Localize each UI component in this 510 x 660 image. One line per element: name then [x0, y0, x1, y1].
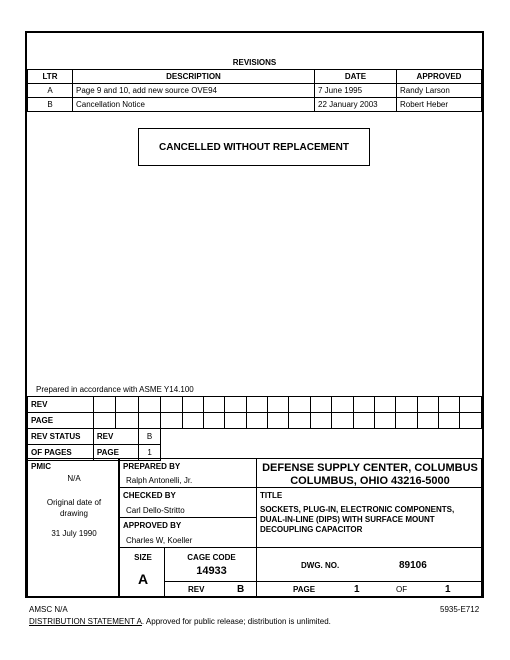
page-value: 1	[354, 584, 360, 595]
checked-by-value: Carl Dello-Stritto	[126, 506, 185, 515]
dwg-no-label: DWG. NO.	[301, 561, 340, 570]
distribution-label: DISTRIBUTION STATEMENT A	[29, 617, 142, 626]
prepared-by-label: PREPARED BY	[123, 462, 181, 471]
form-number: 5935-E712	[440, 605, 480, 614]
distribution-statement	[29, 617, 331, 626]
ltr-cell: B	[28, 98, 73, 112]
approved-header: APPROVED	[397, 70, 482, 84]
title-block	[27, 458, 482, 598]
original-date-label: Original date of drawing	[46, 498, 102, 518]
revisions-title: REVISIONS	[232, 58, 277, 67]
ltr-header: LTR	[28, 70, 73, 84]
dwg-no-cell	[256, 547, 482, 582]
original-date-value: 31 July 1990	[51, 529, 97, 538]
table-row	[28, 98, 482, 112]
ltr-cell: A	[28, 84, 73, 98]
rev-value: B	[237, 584, 245, 595]
of-value: 1	[445, 584, 451, 595]
rev-cell	[164, 581, 257, 598]
approved-cell: Randy Larson	[397, 84, 482, 98]
page-label: PAGE	[28, 413, 94, 429]
approved-by-value: Charles W, Koeller	[126, 536, 193, 545]
page-cell	[256, 581, 482, 598]
date-header: DATE	[315, 70, 397, 84]
pmic-value: N/A	[67, 474, 81, 483]
rev-row	[28, 397, 482, 413]
pmic-label: PMIC	[31, 462, 51, 471]
of-label: OF	[396, 585, 408, 594]
prepared-by-value: Ralph Antonelli, Jr.	[126, 476, 193, 485]
cancellation-notice: CANCELLED WITHOUT REPLACEMENT	[138, 128, 370, 166]
page-label: PAGE	[293, 585, 316, 594]
agency-line-2: COLUMBUS, OHIO 43216-5000	[290, 475, 450, 487]
size-value: A	[137, 571, 149, 587]
size-cell	[119, 547, 165, 598]
checked-by-cell	[119, 487, 257, 518]
prepared-note: Prepared in accordance with ASME Y14.100	[36, 385, 194, 394]
approved-by-cell	[119, 517, 257, 548]
table-row	[28, 84, 482, 98]
title-cell	[256, 487, 482, 548]
page-row	[28, 413, 482, 429]
rev-status-row	[28, 429, 482, 445]
cage-code-cell	[164, 547, 257, 582]
agency-line-1: DEFENSE SUPPLY CENTER, COLUMBUS	[262, 462, 478, 474]
date-cell: 7 June 1995	[315, 84, 397, 98]
title-text: SOCKETS, PLUG-IN, ELECTRONIC COMPONENTS, DUAL-IN-LINE (DIPS) WITH SURFACE MOUNT DECOUPLING CAPACITOR	[260, 505, 455, 534]
rev-status-label: REV STATUS	[28, 429, 94, 445]
distribution-text: . Approved for public release; distribution is unlimited.	[141, 617, 331, 626]
approved-cell: Robert Heber	[397, 98, 482, 112]
approved-by-label: APPROVED BY	[123, 521, 182, 530]
revisions-header-row	[28, 70, 482, 84]
revisions-table	[27, 69, 482, 112]
of-pages-label: OF PAGES	[28, 445, 94, 461]
description-cell: Page 9 and 10, add new source OVE94	[73, 84, 315, 98]
rev-label: REV	[28, 397, 94, 413]
drawing-frame	[25, 31, 484, 598]
agency-cell	[256, 458, 482, 488]
cage-code-label: CAGE CODE	[187, 553, 236, 562]
rev-status-rev-label: REV	[93, 429, 138, 445]
rev-label: REV	[188, 585, 205, 594]
cage-code-value: 14933	[196, 565, 227, 577]
description-cell: Cancellation Notice	[73, 98, 315, 112]
size-label: SIZE	[134, 553, 152, 562]
date-cell: 22 January 2003	[315, 98, 397, 112]
pmic-cell	[27, 458, 119, 598]
rev-status-value: B	[138, 429, 160, 445]
of-pages-page-label: PAGE	[93, 445, 138, 461]
of-pages-value: 1	[138, 445, 160, 461]
description-header: DESCRIPTION	[73, 70, 315, 84]
prepared-by-cell	[119, 458, 257, 488]
dwg-no-value: 89106	[399, 560, 427, 571]
amsc-note: AMSC N/A	[29, 605, 68, 614]
rev-status-table	[27, 396, 482, 461]
checked-by-label: CHECKED BY	[123, 491, 176, 500]
title-label: TITLE	[260, 491, 283, 500]
